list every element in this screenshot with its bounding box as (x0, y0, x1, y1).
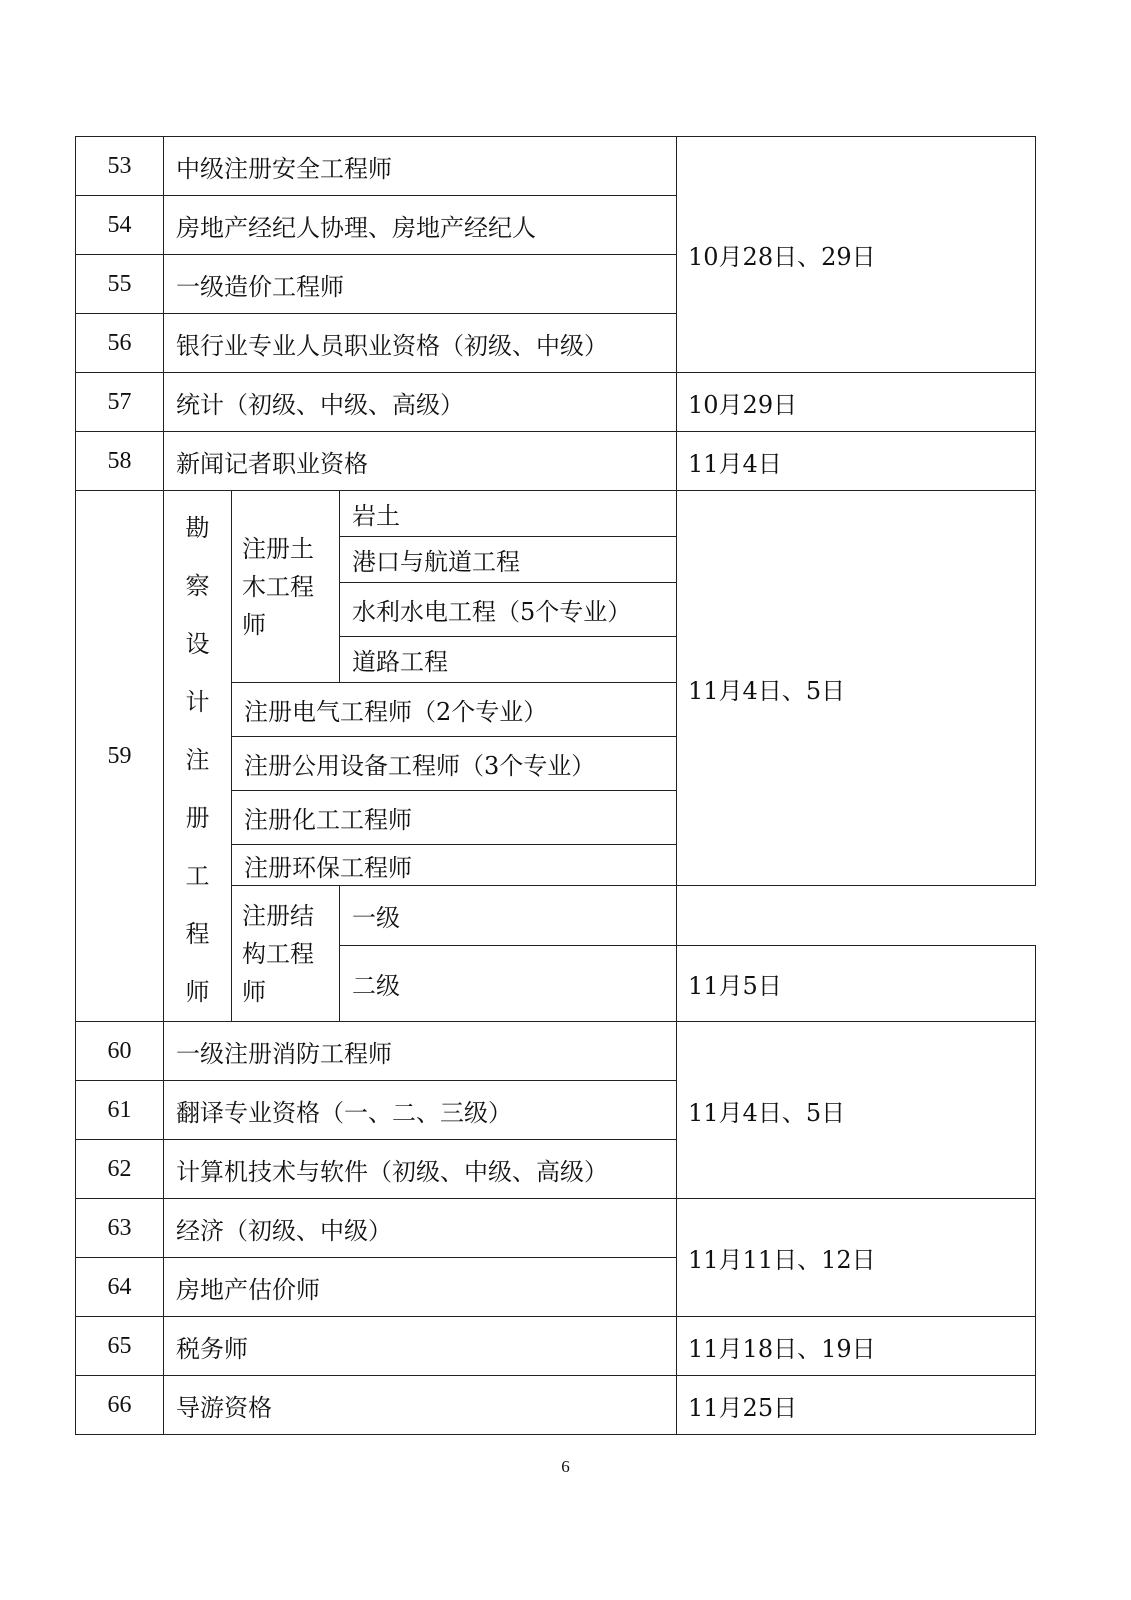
exam-date: 11月5日 (677, 946, 1036, 1022)
exam-name: 注册化工工程师 (232, 791, 677, 845)
exam-name: 新闻记者职业资格 (164, 432, 677, 491)
specialty-name: 二级 (340, 946, 677, 1022)
table-row (76, 491, 1036, 537)
row-number: 54 (76, 196, 164, 255)
row-number: 62 (76, 1140, 164, 1199)
exam-name: 税务师 (164, 1317, 677, 1376)
exam-name: 计算机技术与软件（初级、中级、高级） (164, 1140, 677, 1199)
category-char: 工 (185, 862, 210, 890)
exam-name: 一级造价工程师 (164, 255, 677, 314)
category-char: 察 (185, 572, 210, 600)
sub-category-label: 注册结构工程师 (232, 886, 340, 1022)
row-number: 57 (76, 373, 164, 432)
category-char: 计 (185, 688, 210, 716)
category-char: 程 (185, 920, 210, 948)
table-row (76, 1199, 1036, 1258)
exam-name: 经济（初级、中级） (164, 1199, 677, 1258)
exam-date: 11月4日、5日 (677, 491, 1036, 886)
row-number: 63 (76, 1199, 164, 1258)
table-row (76, 1376, 1036, 1435)
exam-date: 10月28日、29日 (677, 137, 1036, 373)
exam-name: 注册环保工程师 (232, 845, 677, 886)
row-number: 55 (76, 255, 164, 314)
row-number: 65 (76, 1317, 164, 1376)
specialty-name: 岩土 (340, 491, 677, 537)
exam-name: 房地产经纪人协理、房地产经纪人 (164, 196, 677, 255)
specialty-name: 一级 (340, 886, 677, 946)
exam-date: 11月18日、19日 (677, 1317, 1036, 1376)
exam-date: 11月4日、5日 (677, 1022, 1036, 1199)
category-char: 注 (185, 746, 210, 774)
sub-category-label: 注册土木工程师 (232, 491, 340, 683)
table-row (76, 432, 1036, 491)
specialty-name: 水利水电工程（5个专业） (340, 583, 677, 637)
table-row (76, 1317, 1036, 1376)
exam-name: 注册电气工程师（2个专业） (232, 683, 677, 737)
category-char: 师 (185, 978, 210, 1006)
page-number: 6 (561, 1457, 570, 1476)
row-number: 61 (76, 1081, 164, 1140)
exam-date: 11月25日 (677, 1376, 1036, 1435)
category-char: 设 (185, 630, 210, 658)
exam-name: 房地产估价师 (164, 1258, 677, 1317)
exam-name: 银行业专业人员职业资格（初级、中级） (164, 314, 677, 373)
exam-date: 11月11日、12日 (677, 1199, 1036, 1317)
exam-name: 统计（初级、中级、高级） (164, 373, 677, 432)
category-label (164, 491, 232, 1022)
table-row (76, 137, 1036, 196)
row-number: 60 (76, 1022, 164, 1081)
table-row (76, 1022, 1036, 1081)
exam-schedule-table (75, 136, 1036, 1435)
exam-name: 翻译专业资格（一、二、三级） (164, 1081, 677, 1140)
table-row (76, 373, 1036, 432)
exam-date: 11月4日 (677, 432, 1036, 491)
exam-name: 一级注册消防工程师 (164, 1022, 677, 1081)
row-number: 56 (76, 314, 164, 373)
category-label-text (164, 491, 231, 1021)
category-char: 册 (185, 804, 210, 832)
exam-name: 注册公用设备工程师（3个专业） (232, 737, 677, 791)
row-number: 66 (76, 1376, 164, 1435)
exam-date: 10月29日 (677, 373, 1036, 432)
exam-name: 导游资格 (164, 1376, 677, 1435)
row-number: 58 (76, 432, 164, 491)
row-number: 64 (76, 1258, 164, 1317)
specialty-name: 港口与航道工程 (340, 537, 677, 583)
exam-name: 中级注册安全工程师 (164, 137, 677, 196)
row-number: 59 (76, 491, 164, 1022)
category-char: 勘 (185, 514, 210, 542)
row-number: 53 (76, 137, 164, 196)
specialty-name: 道路工程 (340, 637, 677, 683)
